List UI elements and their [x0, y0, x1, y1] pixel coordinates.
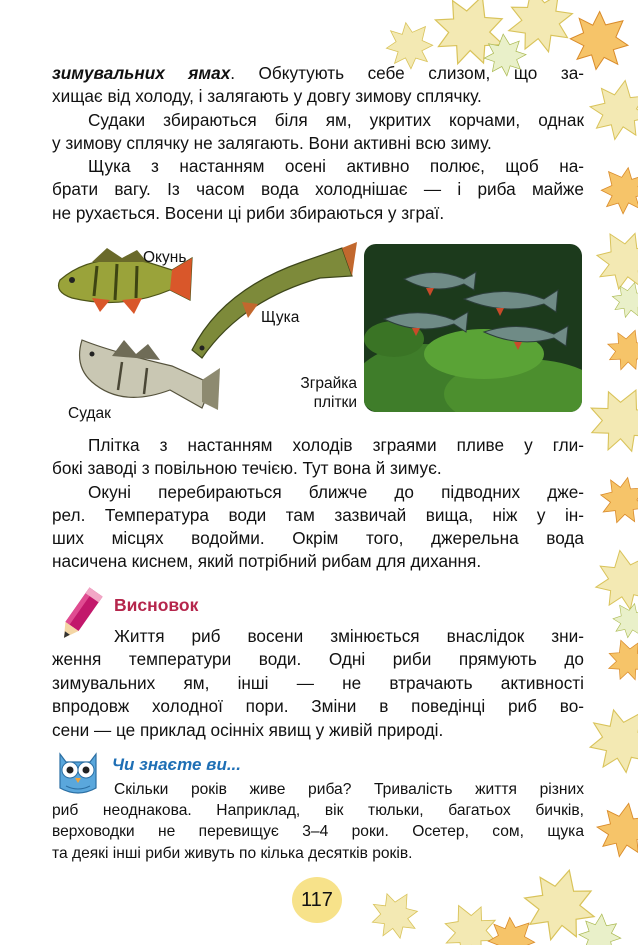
intro-line-6: брати вагу. Із часом вода холоднішає — і риба майже: [52, 179, 584, 200]
middle-line-6: насичена киснем, який потрібний рибам для дихання.: [52, 551, 482, 572]
did-you-know-line-2: риб неоднакова. Наприклад, вік тюльки, багатьох бичків,: [52, 802, 584, 820]
middle-line-3: Окуні перебираються ближче до підводних дже-: [88, 481, 584, 502]
caption-zander: Судак: [68, 405, 111, 422]
middle-paragraph: [52, 434, 584, 574]
did-you-know-line-1: Скільки років живе риба? Тривалість життя різних: [114, 781, 584, 798]
caption-pike: Щука: [261, 309, 300, 326]
conclusion-line-3: зимувальних ям, інші — не втрачають активності: [52, 672, 584, 693]
caption-roach: [280, 374, 357, 412]
conclusion-line-5: сени — це приклад осінніх явищ у живій природі.: [52, 719, 444, 740]
page-number: 117: [292, 877, 342, 923]
caption-roach-line-2: плітки: [313, 394, 357, 411]
intro-line-1: [52, 62, 584, 85]
conclusion-line-4: впродовж холодної пори. Зміни в поведінці риб во-: [52, 696, 584, 717]
did-you-know-paragraph: [52, 779, 584, 864]
did-you-know-title: Чи знаєте ви...: [112, 755, 242, 774]
intro-line-2: хищає від холоду, і залягають у довгу зимову сплячку.: [52, 86, 482, 107]
intro-line-5: Щука з настанням осені активно полює, щоб на-: [88, 156, 584, 177]
intro-line-3: Судаки збираються біля ям, укритих корчами, однак: [88, 109, 584, 130]
roach-school-photo: [364, 244, 582, 412]
middle-line-2: бокі заводі з повільною течією. Тут вона й зимує.: [52, 458, 442, 479]
caption-perch: Окунь: [143, 249, 187, 266]
middle-line-4: рел. Температура води там зазвичай вища, ніж у ін-: [52, 504, 584, 525]
intro-line-4: у зимову сплячку не залягають. Вони активні всю зиму.: [52, 132, 492, 153]
intro-line-1-rest: . Обкутують себе слизом, що за-: [230, 63, 584, 83]
intro-bold-term: зимувальних ямах: [52, 63, 231, 83]
conclusion-line-1: Життя риб восени змінюється внаслідок зни-: [114, 626, 584, 646]
conclusion-paragraph: [52, 625, 584, 742]
did-you-know-line-3: верховодки не перевищує 3–4 роки. Осетер, сом, щука: [52, 823, 584, 841]
conclusion-title: Висновок: [114, 595, 199, 615]
did-you-know-line-4: та деякі інші риби живуть по кілька десятків років.: [52, 844, 413, 862]
conclusion-line-2: ження температури води. Одні риби прямують до: [52, 649, 584, 670]
caption-roach-line-1: Зграйка: [300, 375, 357, 392]
middle-line-5: ших місцях водойми. Окрім того, джерельна вода: [52, 528, 584, 549]
intro-line-7: не рухається. Восени ці риби збираються у зграї.: [52, 202, 445, 223]
intro-paragraph: [52, 62, 584, 225]
middle-line-1: Плітка з настанням холодів зграями пливе у гли-: [88, 435, 584, 455]
pike-illustration: [192, 242, 357, 358]
